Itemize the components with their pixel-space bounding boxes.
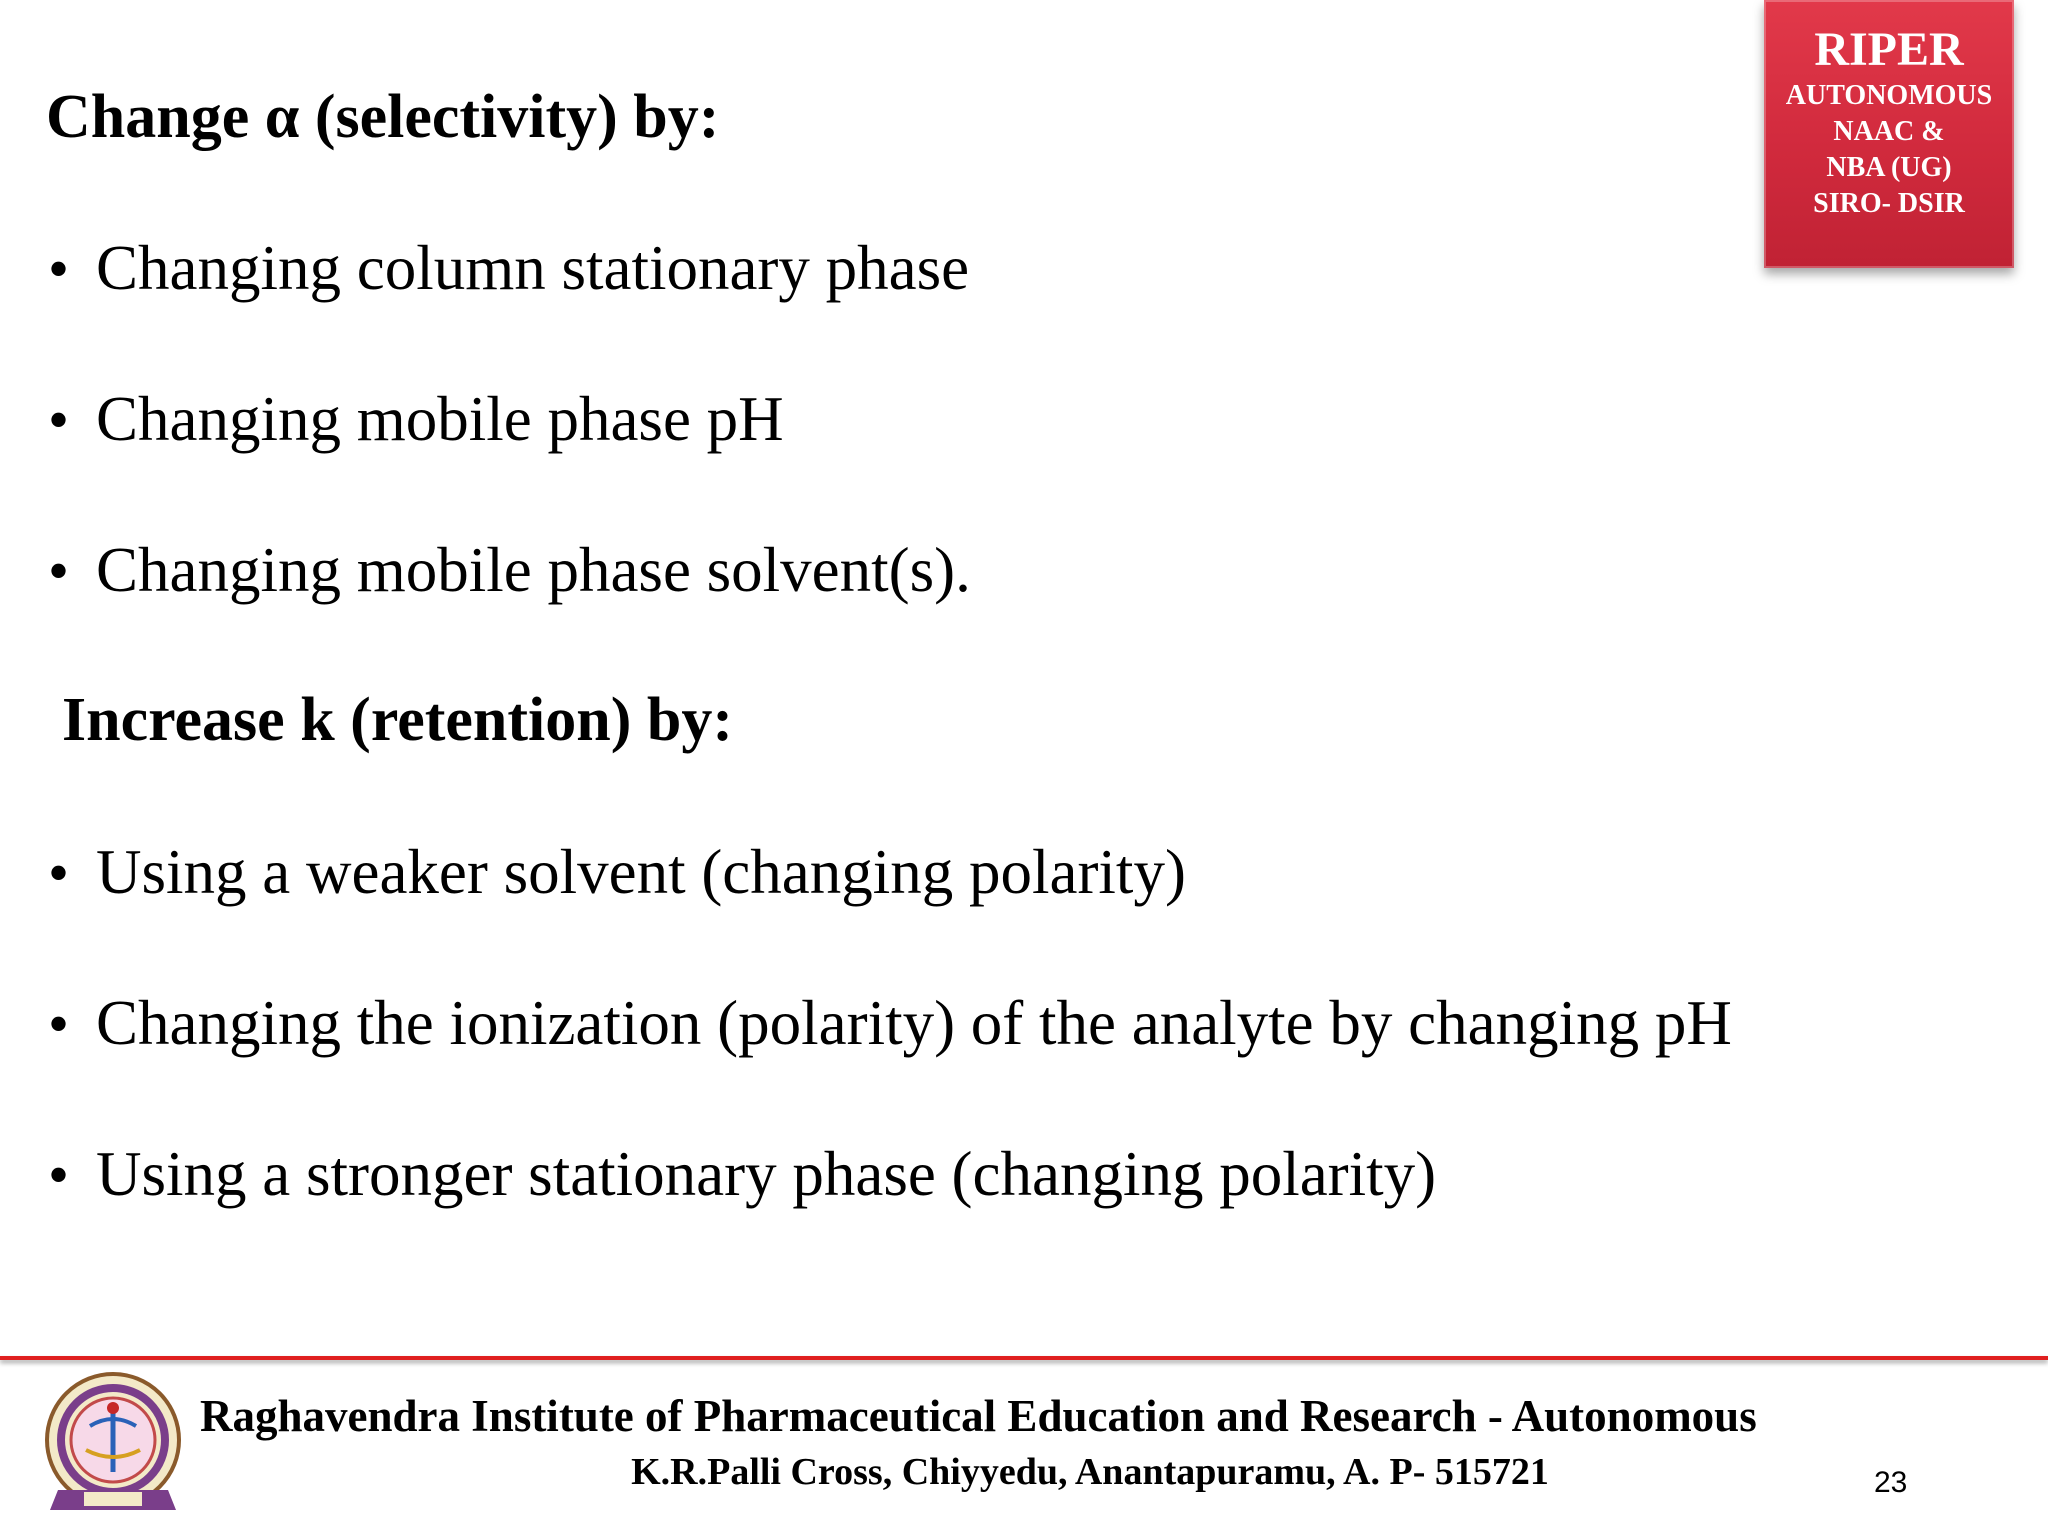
bullet-glyph: • xyxy=(48,991,70,1057)
badge-line-siro: SIRO- DSIR xyxy=(1813,188,1965,219)
bullet-text: Changing mobile phase solvent(s). xyxy=(96,535,971,605)
bullet-text: Changing column stationary phase xyxy=(96,233,970,303)
bullet-glyph: • xyxy=(48,387,70,453)
bullet-glyph: • xyxy=(48,538,70,604)
badge-line-naac: NAAC & xyxy=(1833,116,1945,147)
accreditation-badge xyxy=(1764,0,2014,268)
bullet-item xyxy=(48,1138,1436,1211)
heading-retention: Increase k (retention) by: xyxy=(62,686,734,754)
bullet-item xyxy=(48,383,784,456)
bullet-text: Changing the ionization (polarity) of the analyte by changing pH xyxy=(96,988,1732,1058)
footer-divider xyxy=(0,1356,2048,1360)
footer-institute-name: Raghavendra Institute of Pharmaceutical Education and Research - Autonomous xyxy=(200,1391,1757,1441)
badge-title: RIPER xyxy=(1814,23,1964,76)
bullet-item xyxy=(48,534,971,607)
page-number: 23 xyxy=(1874,1466,1908,1499)
bullet-item xyxy=(48,232,969,305)
institute-emblem-icon xyxy=(40,1368,186,1526)
bullet-text: Using a weaker solvent (changing polarity) xyxy=(96,837,1186,907)
footer-address: K.R.Palli Cross, Chiyyedu, Anantapuramu, A. P- 515721 xyxy=(631,1451,1549,1493)
bullet-text: Using a stronger stationary phase (changing polarity) xyxy=(96,1139,1437,1209)
badge-line-autonomous: AUTONOMOUS xyxy=(1785,80,1993,111)
heading-selectivity: Change α (selectivity) by: xyxy=(46,83,720,151)
bullet-glyph: • xyxy=(48,840,70,906)
bullet-item xyxy=(48,836,1186,909)
bullet-glyph: • xyxy=(48,236,70,302)
bullet-glyph: • xyxy=(48,1142,70,1208)
badge-line-nba: NBA (UG) xyxy=(1826,152,1952,183)
bullet-text: Changing mobile phase pH xyxy=(96,384,784,454)
bullet-item xyxy=(48,987,1732,1060)
